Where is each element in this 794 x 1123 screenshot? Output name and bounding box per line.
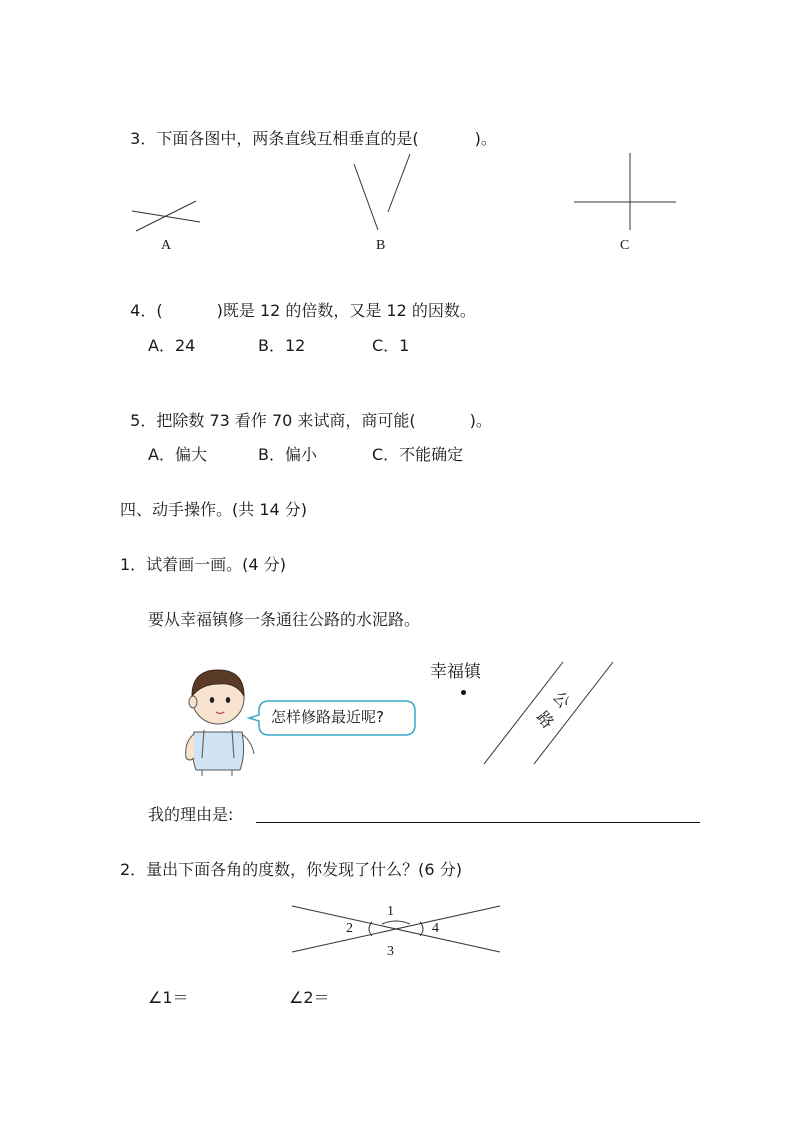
angle-arc-1 bbox=[382, 921, 410, 924]
figure-b-label: B bbox=[376, 238, 386, 253]
reason-label: 我的理由是: bbox=[148, 805, 234, 824]
q4-option-b[interactable]: B．12 bbox=[258, 336, 306, 355]
road bbox=[0, 650, 794, 790]
q3-number: 3． bbox=[130, 129, 157, 148]
angle-label-2: 2 bbox=[346, 921, 353, 936]
figure-a-line-2 bbox=[132, 211, 200, 222]
q3-text: 下面各图中，两条直线互相垂直的是( bbox=[156, 129, 419, 148]
q4-option-c[interactable]: C．1 bbox=[372, 336, 410, 355]
q5-stem bbox=[120, 391, 492, 431]
q3-end: )。 bbox=[474, 129, 497, 148]
p1-title: 1．试着画一画。(4 分) bbox=[120, 555, 286, 574]
q3-figures bbox=[0, 140, 794, 280]
p1-description: 要从幸福镇修一条通往公路的水泥路。 bbox=[148, 610, 421, 629]
angle-label-1: 1 bbox=[387, 904, 394, 919]
speech-bubble-text: 怎样修路最近呢? bbox=[271, 708, 384, 726]
reason-answer-line[interactable] bbox=[256, 822, 700, 823]
q4-option-a[interactable]: A．24 bbox=[148, 336, 196, 355]
p2-title: 2．量出下面各角的度数，你发现了什么？(6 分) bbox=[120, 860, 462, 879]
town-label: 幸福镇 bbox=[430, 662, 481, 682]
angle-2-answer[interactable]: ∠2＝ bbox=[289, 988, 330, 1007]
figure-b-line-2 bbox=[388, 154, 410, 212]
q5-end: )。 bbox=[469, 411, 492, 430]
section-4-title: 四、动手操作。(共 14 分) bbox=[120, 500, 308, 519]
angle-label-3: 3 bbox=[387, 944, 394, 959]
intersecting-lines-figure bbox=[0, 900, 794, 970]
road-label-2: 路 bbox=[532, 707, 558, 732]
angle-label-4: 4 bbox=[432, 921, 439, 936]
q5-option-a[interactable]: A．偏大 bbox=[148, 445, 207, 464]
q5-option-c[interactable]: C．不能确定 bbox=[372, 445, 464, 464]
figure-b-line-1 bbox=[354, 164, 378, 230]
q4-open: 4．( bbox=[130, 301, 163, 320]
figure-a-label: A bbox=[161, 238, 172, 253]
q5-text: 5．把除数 73 看作 70 来试商，商可能( bbox=[130, 411, 416, 430]
road-label-1: 公 bbox=[548, 687, 574, 712]
q5-option-b[interactable]: B．偏小 bbox=[258, 445, 317, 464]
q4-text: )既是 12 的倍数，又是 12 的因数。 bbox=[216, 301, 476, 320]
q4-stem bbox=[120, 281, 476, 321]
figure-c-label: C bbox=[620, 238, 630, 253]
angle-1-answer[interactable]: ∠1＝ bbox=[148, 988, 189, 1007]
